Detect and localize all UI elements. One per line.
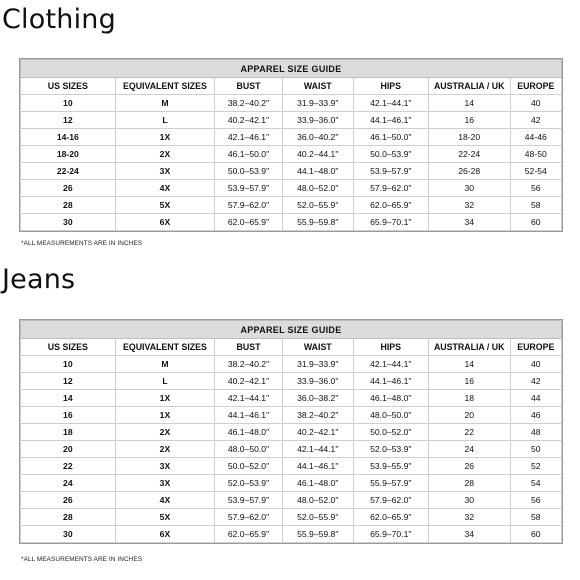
cell-bust: 53.9–57.9" xyxy=(215,180,283,197)
cell-us-size: 10 xyxy=(21,95,116,112)
clothing-title: Clothing xyxy=(2,4,116,35)
table-row xyxy=(21,373,562,390)
cell-us-size: 18 xyxy=(21,424,116,441)
cell-bust: 50.0–52.0" xyxy=(215,458,283,475)
cell-hips: 62.0–65.9" xyxy=(353,197,428,214)
cell-us-size: 16 xyxy=(21,407,116,424)
cell-equivalent-size: 6X xyxy=(115,526,215,543)
cell-waist: 48.0–52.0" xyxy=(282,492,353,509)
table-row xyxy=(21,129,562,146)
table-row xyxy=(21,197,562,214)
cell-hips: 53.9–57.9" xyxy=(353,163,428,180)
cell-australia-uk: 30 xyxy=(428,180,510,197)
cell-us-size: 20 xyxy=(21,441,116,458)
cell-australia-uk: 16 xyxy=(428,112,510,129)
cell-australia-uk: 22-24 xyxy=(428,146,510,163)
cell-europe: 44 xyxy=(510,390,561,407)
jeans-measurement-note: *ALL MEASUREMENTS ARE IN INCHES xyxy=(21,556,143,563)
table-row xyxy=(21,163,562,180)
cell-europe: 48 xyxy=(510,424,561,441)
cell-waist: 36.0–38.2" xyxy=(282,390,353,407)
cell-australia-uk: 20 xyxy=(428,407,510,424)
cell-bust: 62.0–65.9" xyxy=(215,214,283,231)
cell-us-size: 30 xyxy=(21,214,116,231)
cell-waist: 46.1–48.0" xyxy=(282,475,353,492)
clothing-caption: APPAREL SIZE GUIDE xyxy=(21,60,562,78)
table-row xyxy=(21,95,562,112)
table-row xyxy=(21,407,562,424)
cell-australia-uk: 28 xyxy=(428,475,510,492)
cell-bust: 42.1–46.1" xyxy=(215,129,283,146)
cell-australia-uk: 24 xyxy=(428,441,510,458)
jeans-size-table xyxy=(19,319,563,544)
cell-australia-uk: 30 xyxy=(428,492,510,509)
cell-australia-uk: 22 xyxy=(428,424,510,441)
clothing-size-grid xyxy=(20,59,562,231)
cell-hips: 48.0–50.0" xyxy=(353,407,428,424)
cell-waist: 44.1–46.1" xyxy=(282,458,353,475)
cell-us-size: 12 xyxy=(21,112,116,129)
table-row xyxy=(21,526,562,543)
cell-bust: 38.2–40.2" xyxy=(215,95,283,112)
cell-waist: 40.2–44.1" xyxy=(282,146,353,163)
jeans-table-body xyxy=(21,356,562,543)
cell-equivalent-size: 2X xyxy=(115,146,215,163)
column-header-bust: BUST xyxy=(215,78,283,95)
cell-europe: 50 xyxy=(510,441,561,458)
cell-bust: 42.1–44.1" xyxy=(215,390,283,407)
cell-us-size: 14 xyxy=(21,390,116,407)
cell-us-size: 26 xyxy=(21,492,116,509)
table-row xyxy=(21,112,562,129)
table-row xyxy=(21,424,562,441)
cell-equivalent-size: L xyxy=(115,112,215,129)
cell-bust: 57.9–62.0" xyxy=(215,509,283,526)
clothing-measurement-note: *ALL MEASUREMENTS ARE IN INCHES xyxy=(21,240,143,247)
cell-bust: 53.9–57.9" xyxy=(215,492,283,509)
cell-europe: 46 xyxy=(510,407,561,424)
jeans-header-row xyxy=(21,339,562,356)
table-row xyxy=(21,390,562,407)
cell-hips: 42.1–44.1" xyxy=(353,95,428,112)
cell-bust: 40.2–42.1" xyxy=(215,373,283,390)
table-row xyxy=(21,214,562,231)
cell-australia-uk: 14 xyxy=(428,95,510,112)
table-row xyxy=(21,475,562,492)
cell-europe: 60 xyxy=(510,526,561,543)
cell-waist: 55.9–59.8" xyxy=(282,214,353,231)
column-header-us-sizes: US SIZES xyxy=(21,78,116,95)
cell-equivalent-size: 3X xyxy=(115,163,215,180)
cell-europe: 52 xyxy=(510,458,561,475)
cell-hips: 62.0–65.9" xyxy=(353,509,428,526)
cell-us-size: 28 xyxy=(21,197,116,214)
cell-hips: 57.9–62.0" xyxy=(353,492,428,509)
cell-europe: 54 xyxy=(510,475,561,492)
cell-europe: 42 xyxy=(510,112,561,129)
cell-us-size: 26 xyxy=(21,180,116,197)
cell-us-size: 30 xyxy=(21,526,116,543)
cell-equivalent-size: M xyxy=(115,356,215,373)
column-header-hips: HIPS xyxy=(353,339,428,356)
cell-equivalent-size: M xyxy=(115,95,215,112)
cell-australia-uk: 26 xyxy=(428,458,510,475)
cell-australia-uk: 34 xyxy=(428,526,510,543)
cell-bust: 52.0–53.9" xyxy=(215,475,283,492)
column-header-equivalent-sizes: EQUIVALENT SIZES xyxy=(115,78,215,95)
cell-bust: 44.1–46.1" xyxy=(215,407,283,424)
table-row xyxy=(21,509,562,526)
column-header-waist: WAIST xyxy=(282,339,353,356)
cell-hips: 57.9–62.0" xyxy=(353,180,428,197)
cell-hips: 46.1–50.0" xyxy=(353,129,428,146)
cell-waist: 36.0–40.2" xyxy=(282,129,353,146)
cell-australia-uk: 26-28 xyxy=(428,163,510,180)
cell-europe: 40 xyxy=(510,95,561,112)
cell-bust: 46.1–50.0" xyxy=(215,146,283,163)
cell-hips: 50.0–53.9" xyxy=(353,146,428,163)
cell-australia-uk: 16 xyxy=(428,373,510,390)
cell-equivalent-size: L xyxy=(115,373,215,390)
clothing-size-table xyxy=(19,58,563,232)
cell-equivalent-size: 3X xyxy=(115,458,215,475)
cell-equivalent-size: 1X xyxy=(115,129,215,146)
cell-australia-uk: 18 xyxy=(428,390,510,407)
column-header-hips: HIPS xyxy=(353,78,428,95)
cell-bust: 62.0–65.9" xyxy=(215,526,283,543)
cell-us-size: 12 xyxy=(21,373,116,390)
cell-waist: 42.1–44.1" xyxy=(282,441,353,458)
table-row xyxy=(21,356,562,373)
cell-waist: 33.9–36.0" xyxy=(282,112,353,129)
cell-hips: 50.0–52.0" xyxy=(353,424,428,441)
table-row xyxy=(21,180,562,197)
cell-waist: 31.9–33.9" xyxy=(282,95,353,112)
cell-bust: 40.2–42.1" xyxy=(215,112,283,129)
cell-bust: 50.0–53.9" xyxy=(215,163,283,180)
cell-australia-uk: 32 xyxy=(428,197,510,214)
cell-hips: 65.9–70.1" xyxy=(353,526,428,543)
jeans-title: Jeans xyxy=(2,264,76,295)
cell-waist: 40.2–42.1" xyxy=(282,424,353,441)
cell-europe: 58 xyxy=(510,197,561,214)
cell-australia-uk: 34 xyxy=(428,214,510,231)
jeans-caption-row xyxy=(21,321,562,339)
cell-hips: 65.9–70.1" xyxy=(353,214,428,231)
cell-europe: 44-46 xyxy=(510,129,561,146)
cell-us-size: 14-16 xyxy=(21,129,116,146)
cell-europe: 40 xyxy=(510,356,561,373)
table-row xyxy=(21,146,562,163)
cell-hips: 44.1–46.1" xyxy=(353,112,428,129)
cell-hips: 53.9–55.9" xyxy=(353,458,428,475)
cell-equivalent-size: 4X xyxy=(115,180,215,197)
cell-europe: 42 xyxy=(510,373,561,390)
cell-equivalent-size: 2X xyxy=(115,441,215,458)
cell-australia-uk: 18-20 xyxy=(428,129,510,146)
cell-bust: 48.0–50.0" xyxy=(215,441,283,458)
column-header-us-sizes: US SIZES xyxy=(21,339,116,356)
clothing-caption-row xyxy=(21,60,562,78)
cell-waist: 52.0–55.9" xyxy=(282,197,353,214)
cell-australia-uk: 14 xyxy=(428,356,510,373)
cell-equivalent-size: 6X xyxy=(115,214,215,231)
cell-us-size: 18-20 xyxy=(21,146,116,163)
cell-europe: 52-54 xyxy=(510,163,561,180)
clothing-header-row xyxy=(21,78,562,95)
cell-us-size: 24 xyxy=(21,475,116,492)
jeans-size-grid xyxy=(20,320,562,543)
cell-waist: 31.9–33.9" xyxy=(282,356,353,373)
table-row xyxy=(21,492,562,509)
cell-equivalent-size: 5X xyxy=(115,509,215,526)
column-header-europe: EUROPE xyxy=(510,339,561,356)
cell-hips: 46.1–48.0" xyxy=(353,390,428,407)
cell-waist: 48.0–52.0" xyxy=(282,180,353,197)
column-header-australia-uk: AUSTRALIA / UK xyxy=(428,339,510,356)
column-header-australia-uk: AUSTRALIA / UK xyxy=(428,78,510,95)
cell-bust: 38.2–40.2" xyxy=(215,356,283,373)
cell-waist: 44.1–48.0" xyxy=(282,163,353,180)
cell-equivalent-size: 3X xyxy=(115,475,215,492)
table-row xyxy=(21,441,562,458)
cell-equivalent-size: 1X xyxy=(115,390,215,407)
cell-us-size: 22-24 xyxy=(21,163,116,180)
column-header-waist: WAIST xyxy=(282,78,353,95)
cell-bust: 57.9–62.0" xyxy=(215,197,283,214)
cell-hips: 42.1–44.1" xyxy=(353,356,428,373)
cell-waist: 52.0–55.9" xyxy=(282,509,353,526)
clothing-table-body xyxy=(21,95,562,231)
cell-waist: 38.2–40.2" xyxy=(282,407,353,424)
cell-hips: 52.0–53.9" xyxy=(353,441,428,458)
cell-us-size: 28 xyxy=(21,509,116,526)
cell-equivalent-size: 2X xyxy=(115,424,215,441)
column-header-europe: EUROPE xyxy=(510,78,561,95)
cell-equivalent-size: 1X xyxy=(115,407,215,424)
cell-waist: 33.9–36.0" xyxy=(282,373,353,390)
cell-europe: 56 xyxy=(510,180,561,197)
cell-hips: 44.1–46.1" xyxy=(353,373,428,390)
column-header-bust: BUST xyxy=(215,339,283,356)
jeans-caption: APPAREL SIZE GUIDE xyxy=(21,321,562,339)
cell-europe: 48-50 xyxy=(510,146,561,163)
cell-waist: 55.9–59.8" xyxy=(282,526,353,543)
cell-bust: 46.1–48.0" xyxy=(215,424,283,441)
cell-hips: 55.9–57.9" xyxy=(353,475,428,492)
cell-europe: 56 xyxy=(510,492,561,509)
table-row xyxy=(21,458,562,475)
cell-australia-uk: 32 xyxy=(428,509,510,526)
cell-equivalent-size: 4X xyxy=(115,492,215,509)
cell-us-size: 22 xyxy=(21,458,116,475)
cell-us-size: 10 xyxy=(21,356,116,373)
cell-equivalent-size: 5X xyxy=(115,197,215,214)
column-header-equivalent-sizes: EQUIVALENT SIZES xyxy=(115,339,215,356)
cell-europe: 60 xyxy=(510,214,561,231)
cell-europe: 58 xyxy=(510,509,561,526)
